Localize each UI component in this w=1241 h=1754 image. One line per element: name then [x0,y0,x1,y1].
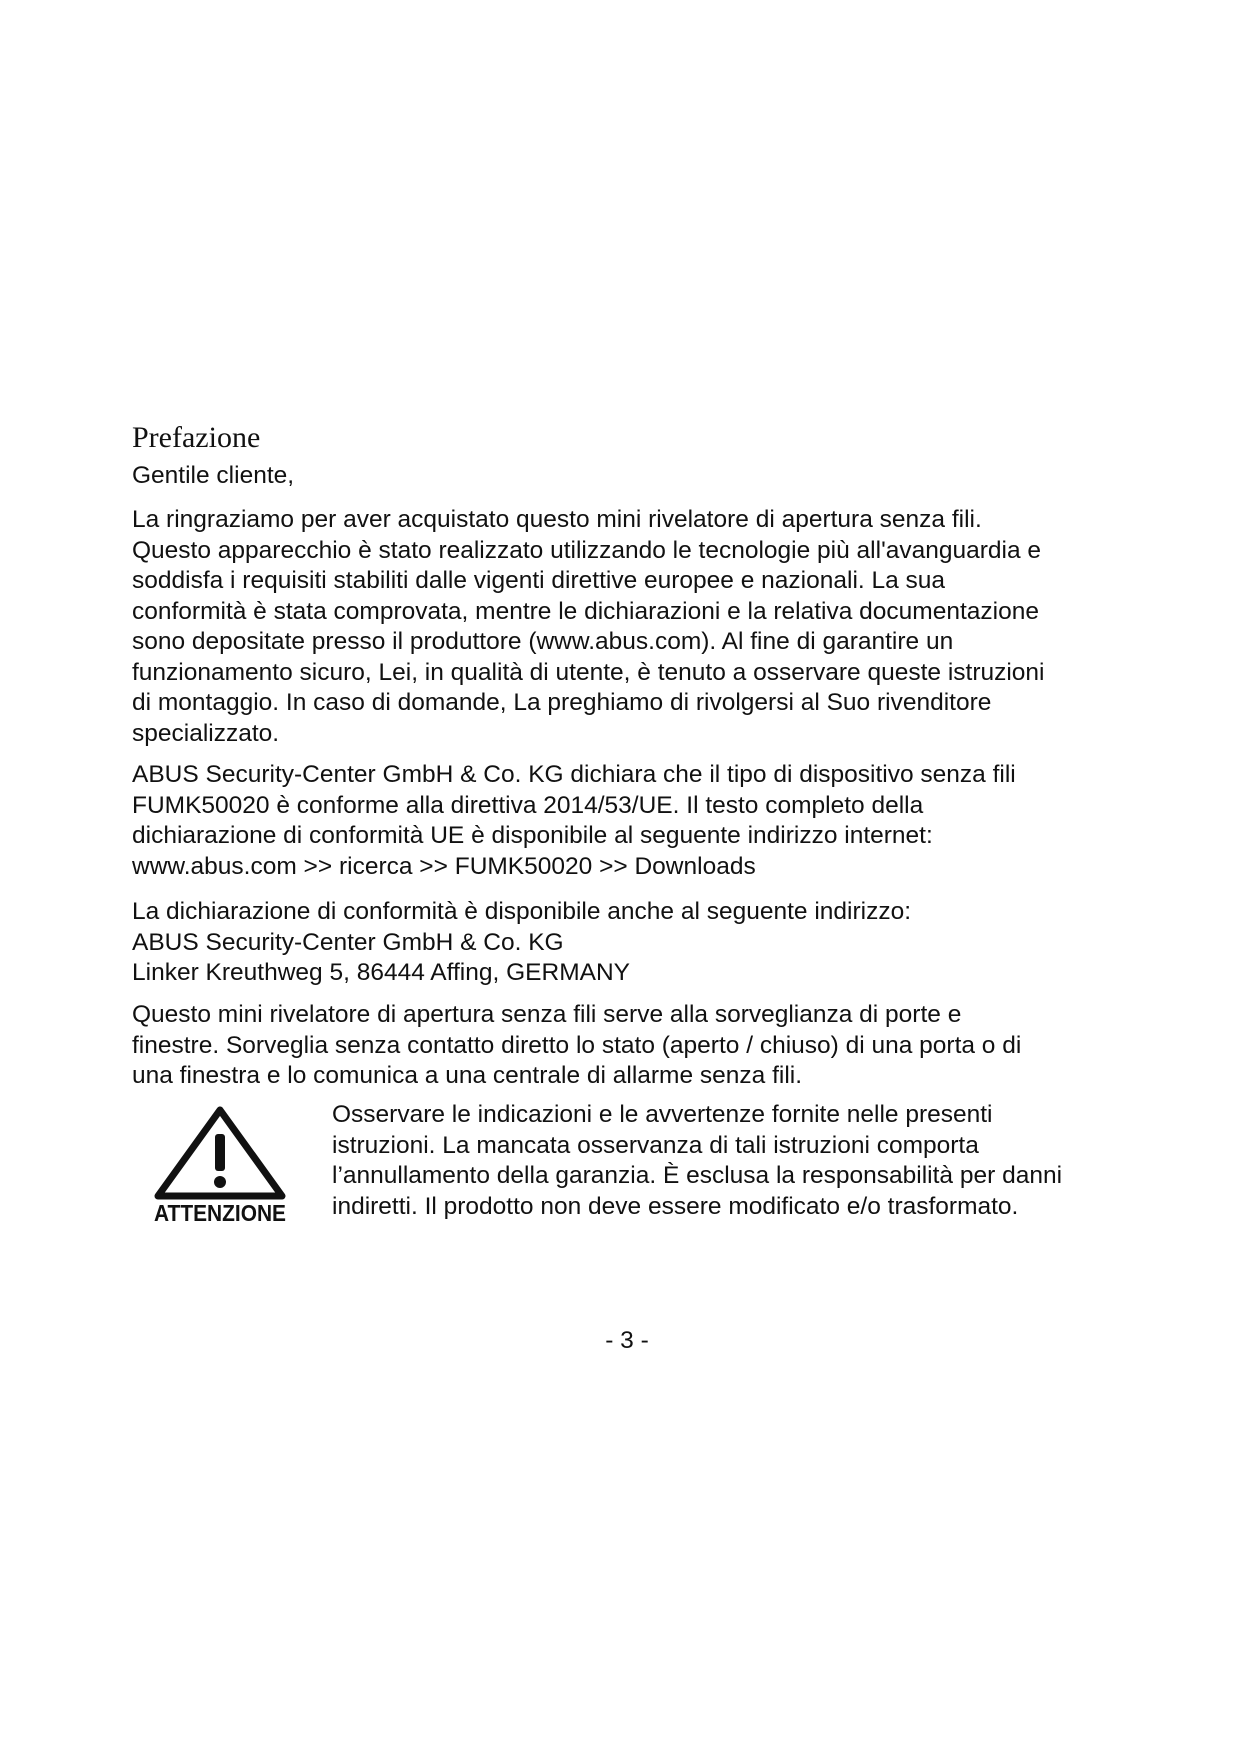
paragraph-line: ABUS Security-Center GmbH & Co. KG dichiara che il tipo di dispositivo senza fili [132,761,1016,788]
paragraph-line: ABUS Security-Center GmbH & Co. KG [132,928,564,956]
paragraph-line: FUMK50020 è conforme alla direttiva 2014/53/UE. Il testo completo della [132,791,924,819]
paragraph-line: soddisfa i requisiti stabiliti dalle vigenti direttive europee e nazionali. La sua [132,567,946,594]
document-page [132,0,1122,1754]
paragraph-address [132,897,1122,989]
warning-text [332,1100,1122,1222]
paragraph-line: di montaggio. In caso di domande, La preghiamo di rivolgersi al Suo rivenditore [132,689,992,716]
paragraph-line: www.abus.com >> ricerca >> FUMK50020 >> Downloads [132,852,756,880]
paragraph-intro [132,505,1122,749]
paragraph-line: finestre. Sorveglia senza contatto diretto lo stato (aperto / chiuso) di una porta o di [132,1031,1022,1059]
paragraph-line: Questo mini rivelatore di apertura senza fili serve alla sorveglianza di porte e [132,1001,962,1028]
paragraph-line: specializzato. [132,719,280,747]
paragraph-line: La ringraziamo per aver acquistato questo mini rivelatore di apertura senza fili. [132,506,982,533]
warning-label: ATTENZIONE [154,1200,286,1226]
paragraph-purpose [132,1000,1122,1092]
paragraph-line: La dichiarazione di conformità è disponibile anche al seguente indirizzo: [132,898,912,925]
greeting-line: Gentile cliente, [132,462,295,489]
greeting [132,461,1122,492]
warning-block [132,1100,1122,1230]
warning-line: indiretti. Il prodotto non deve essere modificato e/o trasformato. [332,1192,1019,1220]
warning-line: Osservare le indicazioni e le avvertenze fornite nelle presenti [332,1101,993,1128]
paragraph-declaration [132,760,1122,882]
warning-triangle-icon [150,1104,290,1226]
paragraph-line: una finestra e lo comunica a una centrale di allarme senza fili. [132,1062,803,1089]
section-title: Prefazione [132,421,261,454]
paragraph-line: Questo apparecchio è stato realizzato utilizzando le tecnologie più all'avanguardia e [132,536,1042,564]
paragraph-line: funzionamento sicuro, Lei, in qualità di utente, è tenuto a osservare queste istruzioni [132,658,1045,686]
warning-line: l’annullamento della garanzia. È esclusa la responsabilità per danni [332,1162,1063,1189]
paragraph-line: Linker Kreuthweg 5, 86444 Affing, GERMANY [132,959,630,986]
paragraph-line: sono depositate presso il produttore (www.abus.com). Al fine di garantire un [132,628,954,655]
page-number: - 3 - [605,1327,649,1354]
paragraph-line: conformità è stata comprovata, mentre le dichiarazioni e la relativa documentazione [132,597,1039,625]
paragraph-line: dichiarazione di conformità UE è disponibile al seguente indirizzo internet: [132,822,933,849]
warning-line: istruzioni. La mancata osservanza di tali istruzioni comporta [332,1131,979,1159]
